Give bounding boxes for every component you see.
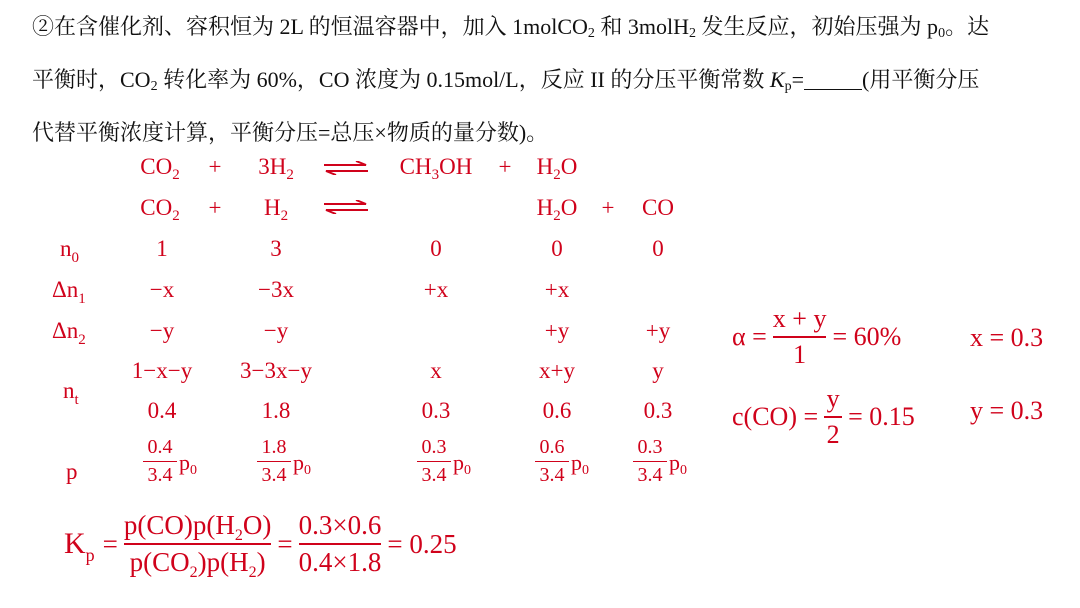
- r1-h2: $3H_2$: [258, 154, 294, 183]
- r2-plus-2: +: [601, 195, 615, 220]
- nt-val-h2o: 0.6: [542, 398, 572, 423]
- p-h2: 1.8 3.4 $p_0$: [257, 436, 311, 487]
- dn2-h2o: +y: [544, 318, 570, 343]
- x-result: x = 0.3: [970, 323, 1044, 352]
- cco-lhs: c(CO) =: [732, 402, 819, 431]
- p-ch3oh: 0.3 3.4 $p_0$: [417, 436, 471, 487]
- r1-plus-2: +: [498, 154, 512, 179]
- alpha-den: 1: [793, 340, 807, 369]
- dn2-h2: −y: [263, 318, 289, 343]
- r2-h2: $H_2$: [263, 195, 289, 224]
- cco-den: 2: [826, 420, 840, 449]
- p-co2: 0.4 3.4 $p_0$: [143, 436, 197, 487]
- nt-expr-ch3oh: x: [430, 358, 442, 383]
- n0-co2: 1: [156, 236, 168, 261]
- nt-expr-co2: 1−x−y: [131, 358, 193, 383]
- q1-text-b: 和 3molH: [600, 14, 690, 39]
- nt-val-co2: 0.4: [147, 398, 177, 423]
- kp-eq-1: =: [102, 528, 118, 559]
- dn1-h2o: +x: [544, 277, 570, 302]
- r1-ch3oh: $CH_3OH$: [399, 154, 473, 183]
- kp-den-values: 0.4×1.8: [298, 547, 382, 577]
- p-co: 0.3 3.4 $p_0$: [633, 436, 687, 487]
- nt-val-co: 0.3: [643, 398, 673, 423]
- y-result: y = 0.3: [970, 396, 1044, 425]
- label-dn2: $\Delta n_2$: [52, 318, 86, 348]
- alpha-equation: [732, 304, 901, 370]
- nt-val-ch3oh: 0.3: [421, 398, 451, 423]
- r1-plus-1: +: [208, 154, 222, 179]
- label-dn1: $\Delta n_1$: [52, 277, 86, 307]
- question-line-2: 平衡时，$CO_2$ 转化率为 60%，CO 浓度为 0.15mol/L，反应 II 的分压平衡常数 $K_p=$ (用平衡分压: [32, 67, 980, 94]
- q2-text-b: 转化率为 60%，CO 浓度为 0.15mol/L，反应 II 的分压平衡常数: [163, 67, 770, 92]
- cco-equation: [732, 384, 915, 450]
- r2-plus-1: +: [208, 195, 222, 220]
- equilibrium-arrow-2: [322, 200, 370, 214]
- question-line-3: [32, 116, 548, 147]
- cco-rhs: = 0.15: [848, 402, 915, 431]
- answer-blank: [804, 71, 862, 90]
- cco-num: y: [826, 384, 840, 413]
- q3-text: 代替平衡浓度计算，平衡分压=总压×物质的量分数)。: [32, 120, 549, 145]
- kp-denominator: $p(CO_2)p(H_2)$: [129, 547, 266, 581]
- nt-val-h2: 1.8: [261, 398, 291, 423]
- q2-eq: =: [791, 67, 804, 92]
- n0-h2o: 0: [551, 236, 563, 261]
- r1-h2o: $H_2O$: [536, 154, 578, 183]
- q2-text-a: 平衡时，CO: [32, 67, 151, 92]
- dn1-co2: −x: [149, 277, 175, 302]
- r2-co: CO: [642, 195, 674, 220]
- q1-text-a: ②在含催化剂、容积恒为 2L 的恒温容器中，加入 1molCO: [32, 14, 588, 39]
- alpha-lhs: α =: [732, 322, 767, 351]
- p-h2o: 0.6 3.4 $p_0$: [535, 436, 589, 487]
- r2-co2: $CO_2$: [140, 195, 180, 224]
- q1-text-d: 。达: [945, 14, 990, 39]
- nt-expr-co: y: [652, 358, 664, 383]
- dn1-h2: −3x: [258, 277, 294, 302]
- equilibrium-arrow-1: [322, 161, 370, 175]
- kp-eq-2: =: [277, 528, 293, 559]
- q2-text-d: (用平衡分压: [862, 67, 980, 92]
- nt-expr-h2o: x+y: [539, 358, 575, 383]
- question-line-1: ②在含催化剂、容积恒为 2L 的恒温容器中，加入 1molCO$_2$ 和 3molH$_2$ 发生反应，初始压强为 $p_0$。达: [32, 14, 990, 41]
- q1-text-c: 发生反应，初始压强为 p: [701, 14, 939, 39]
- n0-h2: 3: [270, 236, 282, 261]
- kp-result: = 0.25: [387, 528, 457, 559]
- nt-expr-h2: 3−3x−y: [240, 358, 312, 383]
- kp-num-values: 0.3×0.6: [298, 510, 382, 540]
- r2-h2o: $H_2O$: [536, 195, 578, 224]
- dn2-co2: −y: [149, 318, 175, 343]
- alpha-rhs: = 60%: [832, 322, 902, 351]
- kp-symbol: K: [769, 67, 785, 92]
- n0-ch3oh: 0: [430, 236, 442, 261]
- dn2-co: +y: [645, 318, 671, 343]
- kp-equation: [64, 510, 457, 581]
- dn1-ch3oh: +x: [423, 277, 449, 302]
- n0-co: 0: [652, 236, 664, 261]
- kp-sub: p: [784, 79, 792, 94]
- alpha-num: x + y: [772, 304, 827, 333]
- label-p: p: [66, 459, 78, 484]
- kp-numerator: $p(CO)p(H_2O)$: [123, 510, 272, 544]
- label-nt: $n_t$: [63, 378, 79, 408]
- kp-lhs: $K_p$: [64, 527, 95, 565]
- r1-co2: $CO_2$: [140, 154, 180, 183]
- label-n0: $n_0$: [60, 236, 79, 266]
